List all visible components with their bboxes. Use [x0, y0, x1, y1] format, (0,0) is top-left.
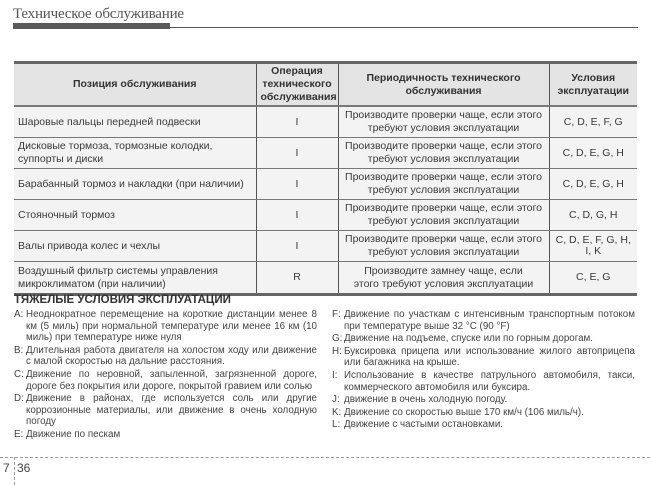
cell-periodicity: Производите проверки чаще, если этого требуют условия эксплуатации — [338, 138, 549, 169]
note-key: G: — [332, 333, 343, 345]
cell-operation: R — [256, 262, 338, 295]
title-underline-accent — [13, 23, 170, 29]
column-header-operation: Операция технического обслуживания — [256, 63, 338, 107]
condition-note-l — [332, 419, 635, 431]
note-text: Движение на подъеме, спуске или по горным дорогам. — [344, 333, 593, 345]
condition-note-b — [14, 345, 317, 368]
severe-conditions-list-left — [14, 309, 317, 442]
cell-periodicity: Производите замнеу чаще, если этого требуют условия эксплуатации — [338, 262, 549, 295]
condition-note-a — [14, 309, 317, 344]
table-row — [14, 231, 637, 262]
maintenance-table — [14, 61, 637, 296]
chapter-number: 7 — [3, 461, 10, 475]
footer-page-separator — [14, 457, 15, 485]
cell-conditions: C, D, E, G, H — [549, 138, 637, 169]
table-row — [14, 169, 637, 200]
cell-operation: I — [256, 106, 338, 138]
cell-conditions: C, D, E, F, G — [549, 106, 637, 138]
cell-operation: I — [256, 231, 338, 262]
note-text: Неоднократное перемещение на короткие дистанции менее 8 км (5 миль) при нормальной температуре или менее 16 км (10 миль) при температуре ниже нуля — [26, 309, 317, 344]
cell-conditions: C, D, G, H — [549, 200, 637, 231]
cell-position: Воздушный фильтр системы управления микроклиматом (при наличии) — [14, 262, 256, 295]
cell-periodicity: Производите проверки чаще, если этого требуют условия эксплуатации — [338, 169, 549, 200]
severe-conditions-list-right — [332, 309, 635, 432]
condition-note-j — [332, 394, 635, 406]
note-text: Движение с частыми остановками. — [344, 419, 504, 431]
note-text: Движение по неровной, запыленной, загрязненной дороге, дороге без покрытия или дороге, покрытой гравием или солью — [26, 368, 317, 392]
cell-conditions: C, E, G — [549, 262, 637, 295]
note-key: E: — [14, 428, 24, 440]
note-text: Длительная работа двигателя на холостом ходу или движение с малой скоростью на дальние расстояния. — [26, 344, 317, 368]
cell-position: Барабанный тормоз и накладки (при наличии) — [14, 169, 256, 200]
cell-periodicity: Производите проверки чаще, если этого требуют условия эксплуатации — [338, 200, 549, 231]
note-text: Движение по пескам — [26, 428, 121, 440]
condition-note-h — [332, 346, 635, 369]
condition-note-g — [332, 333, 635, 345]
cell-position: Дисковые тормоза, тормозные колодки, суппорты и диски — [14, 138, 256, 169]
note-text: движение в очень холодную погоду. — [344, 394, 508, 406]
column-header-conditions: Условия эксплуатации — [549, 63, 637, 107]
cell-periodicity: Производите проверки чаще, если этого требуют условия эксплуатации — [338, 231, 549, 262]
cell-position: Стояночный тормоз — [14, 200, 256, 231]
note-key: K: — [332, 406, 342, 418]
cell-operation: I — [256, 138, 338, 169]
cell-position: Валы привода колес и чехлы — [14, 231, 256, 262]
cell-operation: I — [256, 169, 338, 200]
note-key: B: — [14, 344, 24, 356]
footer-divider — [0, 457, 650, 458]
note-key: F: — [332, 309, 341, 320]
note-key: D: — [14, 393, 24, 405]
table-row — [14, 106, 637, 138]
condition-note-d — [14, 393, 317, 428]
table-row — [14, 262, 637, 295]
note-text: Использование в качестве патрульного автомобиля, такси, коммерческого автомобиля или буксира. — [344, 369, 635, 393]
note-text: Движение по участкам с интенсивным транспортным потоком при температуре выше 32 °C (90 °F) — [344, 309, 635, 332]
page-number: 36 — [17, 461, 31, 475]
column-header-periodicity: Периодичность технического обслуживания — [338, 63, 549, 107]
condition-note-f — [332, 309, 635, 332]
note-text: Движение в районах, где используется соль или другие коррозионные материалы, или движение в очень холодную погоду — [26, 393, 317, 428]
note-key: I: — [332, 369, 338, 381]
table-header-row — [14, 63, 637, 107]
condition-note-k — [332, 407, 635, 419]
column-header-position: Позиция обслуживания — [14, 63, 256, 107]
cell-conditions: C, D, E, G, H — [549, 169, 637, 200]
title-underline-rule — [170, 27, 638, 28]
table-row — [14, 200, 637, 231]
table-row — [14, 138, 637, 169]
cell-periodicity: Производите проверки чаще, если этого требуют условия эксплуатации — [338, 106, 549, 138]
cell-position: Шаровые пальцы передней подвески — [14, 106, 256, 138]
note-key: J: — [332, 394, 340, 406]
note-text: Буксировка прицепа или использование жилого автоприцепа или багажника на крыше. — [344, 345, 635, 369]
condition-note-e — [14, 429, 317, 441]
note-text: Движение со скоростью выше 170 км/ч (106 миль/ч). — [344, 406, 584, 418]
cell-operation: I — [256, 200, 338, 231]
note-key: H: — [332, 345, 342, 357]
cell-conditions: C, D, E, F, G, H, I, K — [549, 231, 637, 262]
note-key: A: — [14, 309, 24, 320]
note-key: C: — [14, 368, 24, 380]
condition-note-c — [14, 369, 317, 392]
severe-conditions-heading: ТЯЖЕЛЫЕ УСЛОВИЯ ЭКСПЛУАТАЦИИ — [14, 294, 231, 306]
note-key: L: — [332, 419, 341, 431]
page-title: Техническое обслуживание — [13, 6, 184, 22]
condition-note-i — [332, 370, 635, 393]
